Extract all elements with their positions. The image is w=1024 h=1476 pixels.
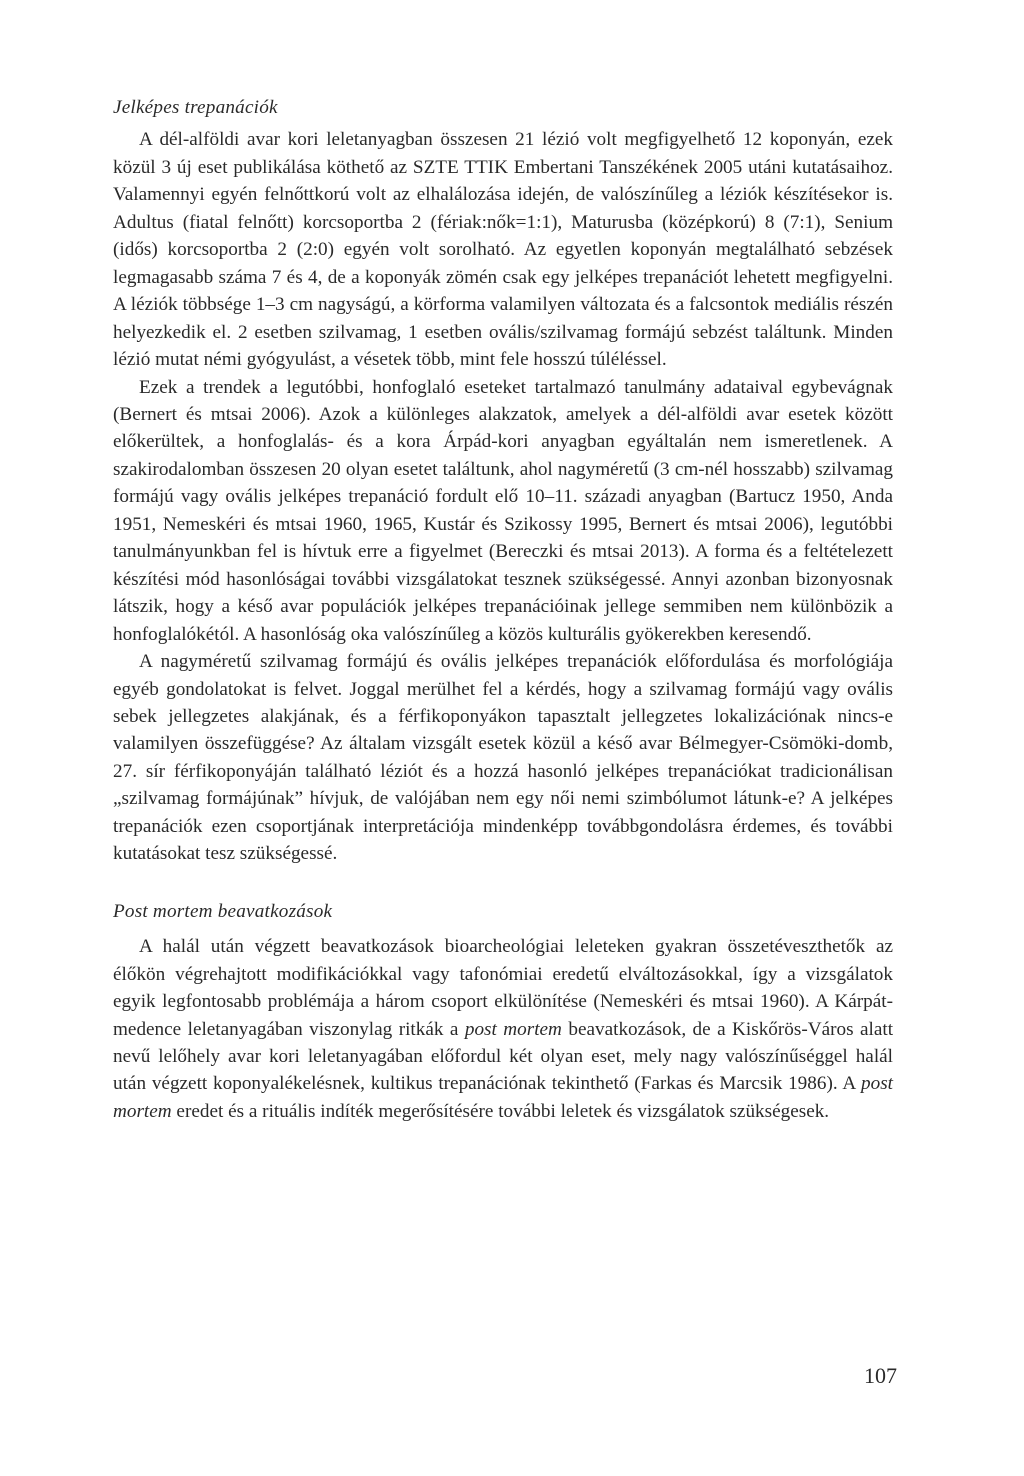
- paragraph-1: A dél-alföldi avar kori leletanyagban összesen 21 lézió volt megfigyelhető 12 koponyán, ezek közül 3 új eset publikálása köthető az SZTE TTIK Embertani Tanszékének 2005 utáni kutatásaihoz. Valamennyi egyén felnőttkorú volt az elhalálozása idején, de valószínűleg a léziók készítésekor is. Adultus (fiatal felnőtt) korcsoportba 2 (fériak:nők=1:1), Maturusba (középkorú) 8 (7:1), Senium (idős) korcsoportba 2 (2:0) egyén volt sorolható. Az egyetlen koponyán megtalálható sebzések legmagasabb száma 7 és 4, de a koponyák zömén csak egy jelképes trepanációt lehetett megfigyelni. A léziók többsége 1–3 cm nagyságú, a körforma valamilyen változata és a falcsontok mediális részén helyezkedik el. 2 esetben szilvamag, 1 esetben ovális/szilvamag formájú sebzést találtunk. Minden lézió mutat némi gyógyulást, a vésetek több, mint fele hosszú túléléssel.: [113, 129, 893, 371]
- section-heading-symbolic-trepanations: Jelképes trepanációk: [113, 97, 278, 118]
- section-heading-post-mortem: Post mortem beavatkozások: [113, 900, 333, 922]
- paragraph-4: [113, 933, 893, 1125]
- paragraph-4-part-3: eredet és a rituális indíték megerősítésére további leletek és vizsgálatok szükségesek.: [176, 1100, 830, 1122]
- post-mortem-term-1: post mortem: [464, 1018, 562, 1040]
- paragraph-2: Ezek a trendek a legutóbbi, honfoglaló eseteket tartalmazó tanulmány adataival egybevágnak (Bernert és mtsai 2006). Azok a különleges alakzatok, amelyek a dél-alföldi avar esetek között előkerültek, a honfoglalás- és a kora Árpád-kori anyagban egyáltalán nem ismeretlenek. A szakirodalomban összesen 20 olyan esetet találtunk, ahol nagyméretű (3 cm-nél hosszabb) szilvamag formájú vagy ovális jelképes trepanáció fordult elő 10–11. századi anyagban (Bartucz 1950, Anda 1951, Nemeskéri és mtsai 1960, 1965, Kustár és Szikossy 1995, Bernert és mtsai 2006), legutóbbi tanulmányunkban fel is hívtuk erre a figyelmet (Bereczki és mtsai 2013). A forma és a feltételezett készítési mód hasonlóságai további vizsgálatokat tesznek szükségessé. Annyi azonban bizonyosnak látszik, hogy a késő avar populációk jelképes trepanációinak jellege semmiben nem különbözik a honfoglalókétól. A hasonlóság oka valószínűleg a közös kulturális gyökerekben keresendő.: [113, 376, 893, 645]
- section-spacer: [113, 868, 893, 898]
- post-mortem-term-2: post mortem: [113, 1073, 894, 1122]
- page-body: [113, 94, 893, 1125]
- paragraph-3: A nagyméretű szilvamag formájú és ovális jelképes trepanációk előfordulása és morfológiája egyéb gondolatokat is felvet. Joggal merülhet fel a kérdés, hogy a szilvamag formájú vagy ovális sebek jellegzetes alakjának, és a férfikoponyákon tapasztalt jellegzetes lokalizációnak nincs-e valamilyen összefüggése? Az általam vizsgált esetek közül a késő avar Bélmegyer-Csömöki-domb, 27. sír férfikoponyáján található léziót és a hozzá hasonló jelképes trepanációkat tradicionálisan „szilvamag formájúnak” hívjuk, de valójában nem egy női nemi szimbólumot látunk-e? A jelképes trepanációk ezen csoportjának interpretációja mindenképp továbbgondolásra érdemes, és további kutatásokat tesz szükségessé.: [113, 651, 893, 865]
- paragraph-4-part-2: beavatkozások, de a Kiskőrös-Város alatt nevű lelőhely avar kori leletanyagában előfordul két olyan eset, mely nagy valószínűséggel halál után végzett koponyalékelésnek, kultikus trepanációnak tekinthető (Farkas és Marcsik 1986). A: [113, 1018, 894, 1095]
- page-number: 107: [864, 1363, 897, 1388]
- paragraph-4-part-1: A halál után végzett beavatkozások bioarcheológiai leleteken gyakran összetéveszthetők az élőkön végrehajtott modifikációkkal vagy tafonómiai eredetű elváltozásokkal, így a vizsgálatok egyik legfontosabb problémája a három csoport elkülönítése (Nemeskéri és mtsai 1960). A Kárpát-medence leletanyagában viszonylag ritkák a: [113, 936, 893, 1040]
